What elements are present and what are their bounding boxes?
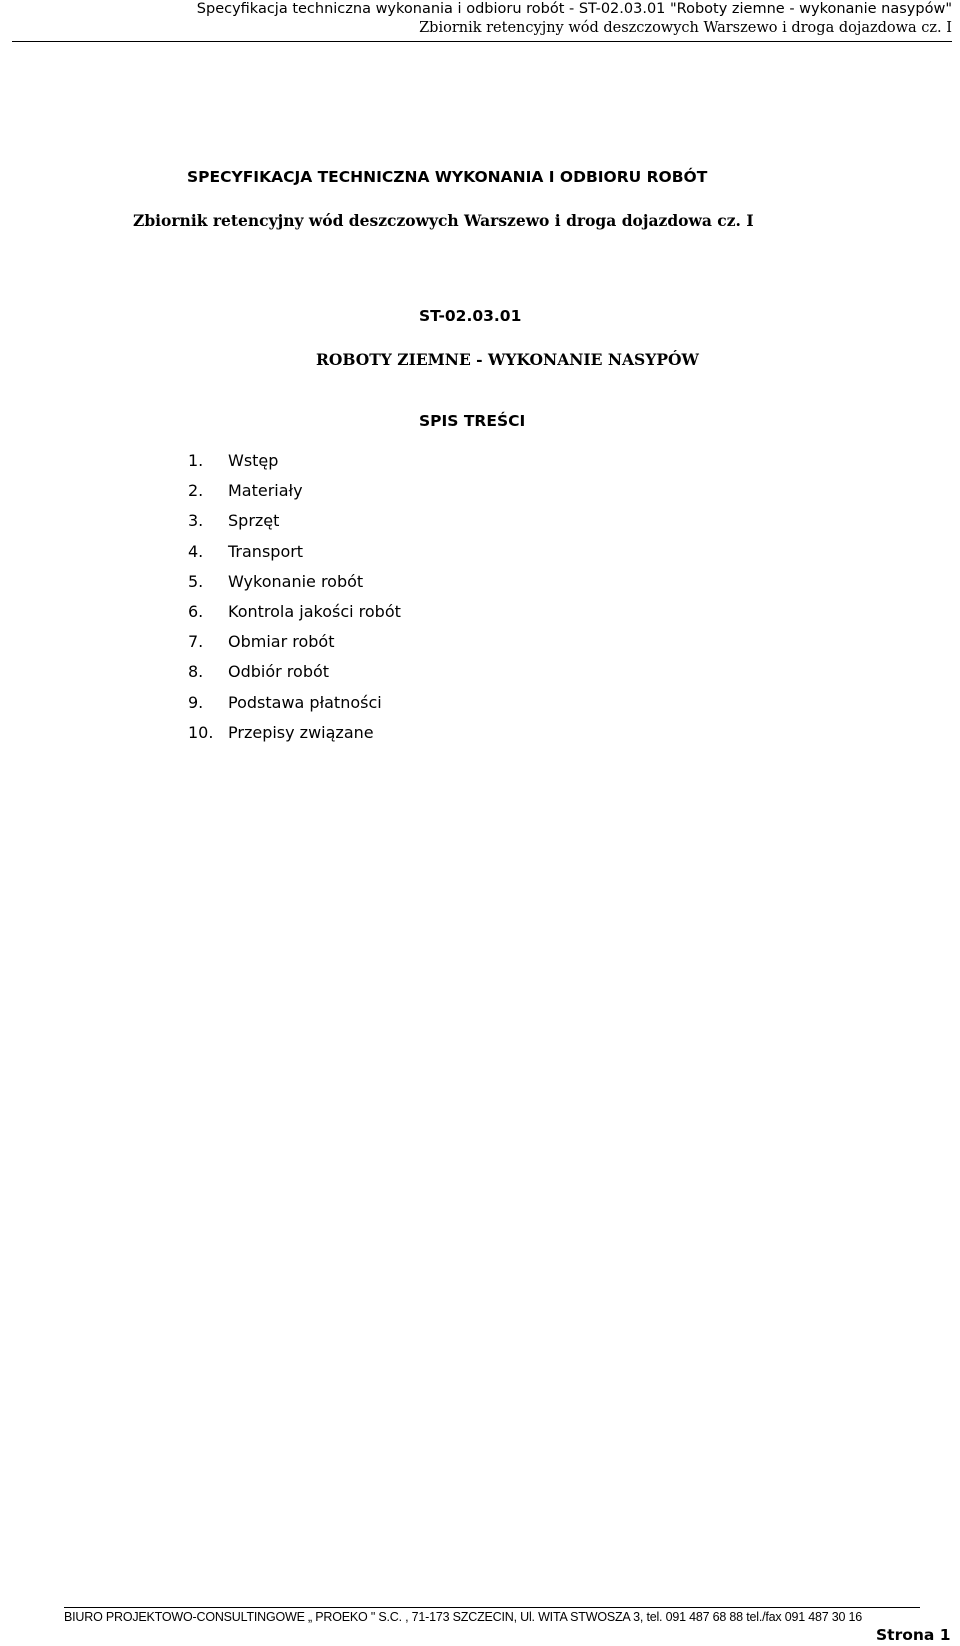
page-number: Strona 1 [876, 1626, 951, 1644]
toc-item-label: Materiały [228, 481, 303, 501]
toc-item-number: 10. [188, 722, 214, 742]
toc-item-number: 2. [188, 481, 204, 501]
toc-item-number: 7. [188, 632, 204, 652]
document-subtitle: Zbiornik retencyjny wód deszczowych Warszewo i droga dojazdowa cz. I [133, 211, 754, 230]
toc-item-label: Odbiór robót [228, 662, 330, 682]
table-of-contents [188, 451, 401, 753]
toc-item-label: Transport [228, 541, 304, 561]
toc-item [188, 602, 401, 632]
toc-item-label: Kontrola jakości robót [228, 601, 401, 621]
toc-item-number: 4. [188, 541, 204, 561]
toc-item-label: Podstawa płatności [228, 692, 382, 712]
running-header [12, 0, 952, 42]
toc-item [188, 723, 401, 753]
toc-item-label: Wstęp [228, 451, 279, 470]
footer-company-info: BIURO PROJEKTOWO-CONSULTINGOWE „ PROEKO " S.C. , 71-173 SZCZECIN, Ul. WITA STWOSZA 3, tel. 091 487 68 88 tel./fax 091 487 30 16 [64, 1610, 863, 1624]
toc-item-label: Przepisy związane [228, 722, 374, 742]
header-project-name: Zbiornik retencyjny wód deszczowych Warszewo i droga dojazdowa cz. I [419, 20, 952, 36]
footer-divider [64, 1607, 920, 1608]
header-document-title: Specyfikacja techniczna wykonania i odbioru robót - ST-02.03.01 "Roboty ziemne - wykonanie nasypów" [196, 1, 952, 17]
toc-item [188, 451, 401, 481]
toc-item-label: Sprzęt [228, 511, 280, 531]
toc-item [188, 481, 401, 511]
toc-item [188, 542, 401, 572]
spec-name: ROBOTY ZIEMNE - WYKONANIE NASYPÓW [316, 350, 699, 369]
toc-item [188, 662, 401, 692]
toc-item-number: 9. [188, 692, 204, 712]
spec-code: ST-02.03.01 [419, 307, 522, 325]
toc-item-number: 8. [188, 662, 204, 682]
toc-item [188, 632, 401, 662]
toc-item-number: 5. [188, 571, 204, 591]
toc-item [188, 572, 401, 602]
toc-heading: SPIS TREŚCI [419, 412, 526, 430]
toc-item [188, 693, 401, 723]
toc-item-label: Wykonanie robót [228, 571, 364, 591]
toc-item [188, 511, 401, 541]
document-title: SPECYFIKACJA TECHNICZNA WYKONANIA I ODBIORU ROBÓT [187, 168, 708, 186]
toc-item-number: 6. [188, 601, 204, 621]
toc-item-label: Obmiar robót [228, 632, 335, 652]
toc-item-number: 3. [188, 511, 204, 531]
toc-item-number: 1. [188, 451, 204, 470]
